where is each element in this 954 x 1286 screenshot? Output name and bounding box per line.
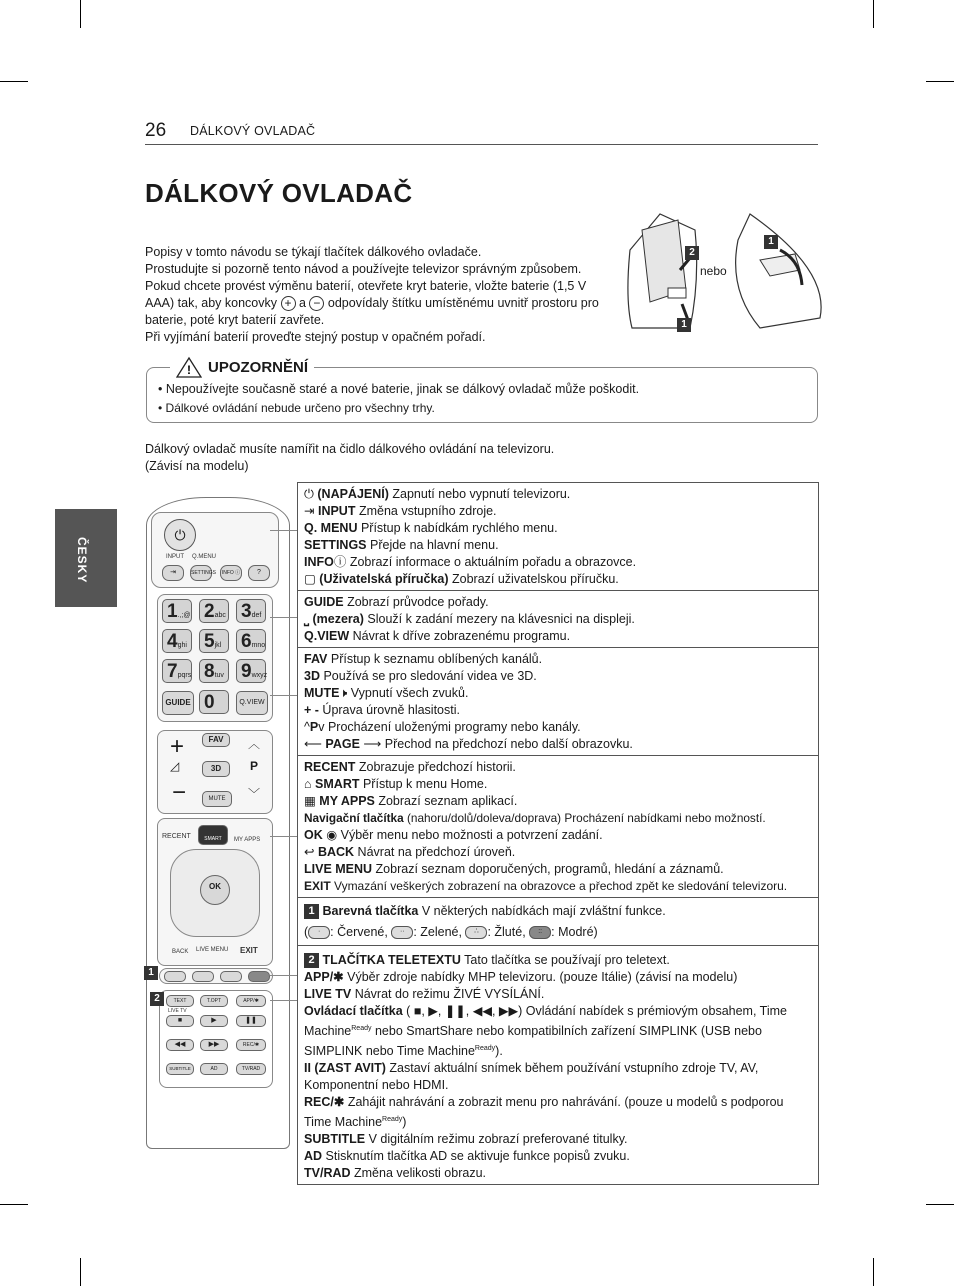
table-line: Komponentní nebo HDMI. <box>304 1078 449 1093</box>
crop-mark <box>873 1258 874 1286</box>
running-header: DÁLKOVÝ OVLADAČ <box>190 124 316 138</box>
stop-button[interactable]: ■ <box>166 1015 194 1027</box>
table-line: ▢ (Uživatelská příručka) Zobrazí uživatelskou příručku. <box>304 572 619 586</box>
table-line: TV/RAD Změna velikosti obrazu. <box>304 1166 487 1181</box>
warning-list <box>158 380 639 418</box>
table-line: OK ◉ Výběr menu nebo možnosti a potvrzení zadání. <box>304 828 603 842</box>
channel-label: P <box>250 759 259 773</box>
space-icon: ⎵ <box>304 612 310 626</box>
table-line: MUTE🕨 Vypnutí všech zvuků. <box>304 686 469 700</box>
table-line: Ovládací tlačítka ( ■, ▶, ❚❚, ◀◀, ▶▶) Ovládání nabídek s prémiovým obsahem, Time <box>304 1004 787 1018</box>
aim-line: (Závisí na modelu) <box>145 459 249 473</box>
intro-line: AAA) tak, aby koncovky + a − odpovídaly štítku umístěnému uvnitř prostoru pro <box>145 296 599 311</box>
forward-button[interactable]: ▶▶ <box>200 1039 228 1051</box>
step-1-marker: 1 <box>764 235 778 249</box>
livetv-label[interactable]: LIVE TV <box>168 1008 187 1014</box>
fav-button[interactable]: FAV <box>202 733 230 747</box>
page-number: 26 <box>145 120 167 141</box>
warning-item: • Nepoužívejte současně staré a nové baterie, jinak se dálkový ovladač může poškodit. <box>158 380 639 399</box>
blue-key-icon: :: <box>529 926 551 939</box>
key-2[interactable]: 2abc <box>199 599 229 623</box>
group-1-badge: 1 <box>304 904 319 919</box>
table-line: ⟵ PAGE ⟶ Přechod na předchozí nebo další obrazovku. <box>304 737 633 751</box>
table-line: Q.VIEW Návrat k dříve zobrazenému programu. <box>304 629 571 643</box>
table-line: Navigační tlačítka (nahoru/dolů/doleva/doprava) Procházení nabídkami nebo možností. <box>304 811 766 825</box>
table-line: REC/✱ Zahájit nahrávání a zobrazit menu pro nahrávání. (pouze u modelů s podporou <box>304 1095 784 1110</box>
key-7[interactable]: 7pqrs <box>162 659 192 683</box>
page-left-icon: ⟵ <box>304 737 322 751</box>
table-line: SIMPLINK nebo Time Machine$^{Ready}$). <box>304 1044 503 1059</box>
table-row <box>298 897 818 945</box>
table-line: SETTINGS Přejde na hlavní menu. <box>304 538 499 552</box>
crop-mark <box>926 81 954 82</box>
recent-label[interactable]: RECENT <box>162 833 191 840</box>
table-line: ↩ BACK Návrat na předchozí úroveň. <box>304 845 516 859</box>
connector-line <box>270 836 297 837</box>
table-row <box>298 945 818 1184</box>
3d-icon: 3D <box>304 669 320 683</box>
input-label: INPUT <box>166 554 184 560</box>
intro-line: Popisy v tomto návodu se týkají tlačítek dálkového ovladače. <box>145 245 482 259</box>
tvrad-button[interactable]: TV/RAD <box>236 1063 266 1075</box>
table-line: 2 TLAČÍTKA TELETEXTU Tato tlačítka se používají pro teletext. <box>304 952 812 969</box>
crop-mark <box>80 1258 81 1286</box>
aim-note <box>145 441 554 475</box>
apps-grid-icon: ▦ <box>304 794 316 808</box>
input-button[interactable]: ⇥ <box>162 565 184 581</box>
table-line: RECENT Zobrazuje předchozí historii. <box>304 760 516 774</box>
power-icon: ⏻ <box>304 487 314 501</box>
warning-title: ! UPOZORNĚNÍ <box>170 356 314 378</box>
input-icon: ⇥ <box>304 504 315 518</box>
teletext-panel <box>159 990 273 1088</box>
connector-line <box>270 617 297 618</box>
chevron-down-icon: v <box>318 720 325 734</box>
connector-line <box>270 1000 297 1001</box>
power-icon[interactable]: ⏻ <box>164 519 196 551</box>
green-key-icon: ·· <box>391 926 413 939</box>
svg-text:!: ! <box>187 363 191 377</box>
key-8[interactable]: 8tuv <box>199 659 229 683</box>
exit-label[interactable]: EXIT <box>240 946 258 955</box>
table-line: 1 Barevná tlačítka V některých nabídkách mají zvláštní funkce. <box>304 901 812 922</box>
crop-mark <box>0 81 28 82</box>
intro-line: Prostudujte si pozorně tento návod a používejte televizor správným způsobem. <box>145 262 582 276</box>
key-0[interactable]: 0 <box>199 690 229 714</box>
page-title: DÁLKOVÝ OVLADAČ <box>145 178 413 208</box>
group-2-badge: 2 <box>304 953 319 968</box>
table-line: AD Stisknutím tlačítka AD se aktivuje funkce popisů zvuku. <box>304 1149 630 1164</box>
guide-button[interactable]: GUIDE <box>162 691 194 715</box>
or-label: nebo <box>700 264 727 278</box>
pause-button[interactable]: ❚❚ <box>236 1015 266 1027</box>
volume-icon: ◿ <box>170 759 180 773</box>
info-button[interactable]: INFO ⓘ <box>220 565 242 581</box>
table-line: Q. MENU Přístup k nabídkám rychlého menu. <box>304 521 558 535</box>
volume-up-icon[interactable]: + <box>170 733 185 760</box>
ok-icon: ◉ <box>326 828 338 842</box>
minus-terminal-icon: − <box>309 296 324 311</box>
qview-button[interactable]: Q.VIEW <box>236 691 268 715</box>
volume-down-icon[interactable]: − <box>172 779 187 806</box>
table-line: ▦ MY APPS Zobrazí seznam aplikací. <box>304 794 518 808</box>
crop-mark <box>80 0 81 28</box>
volume-channel-panel <box>157 730 273 814</box>
rewind-button[interactable]: ◀◀ <box>166 1039 194 1051</box>
app-button[interactable]: APP/✱ <box>236 995 266 1007</box>
language-tab-label: ČESKY <box>75 537 89 584</box>
language-tab <box>55 509 117 607</box>
table-line: ⏻ (NAPÁJENÍ) Zapnutí nebo vypnutí televizoru. <box>304 487 571 501</box>
key-1[interactable]: 1.,;@ <box>162 599 192 623</box>
step-2-marker: 2 <box>685 246 699 260</box>
table-line: II (ZAST AVIT) Zastaví aktuální snímek během používání vstupního zdroje TV, AV, <box>304 1061 759 1076</box>
text-button[interactable]: TEXT <box>166 995 194 1007</box>
table-line: + - Úprava úrovně hlasitosti. <box>304 703 460 717</box>
qmenu-label: Q.MENU <box>192 554 216 560</box>
plus-terminal-icon: + <box>281 296 296 311</box>
crop-mark <box>926 1204 954 1205</box>
green-button[interactable] <box>192 971 214 982</box>
warning-icon <box>176 356 202 378</box>
play-button[interactable]: ▶ <box>200 1015 228 1027</box>
chevron-up-icon: ^ <box>304 720 310 734</box>
number-pad <box>157 594 273 722</box>
livemenu-label[interactable]: LIVE MENU <box>196 947 229 953</box>
ok-button[interactable]: OK <box>200 875 230 905</box>
crop-mark <box>873 0 874 28</box>
3d-button[interactable]: 3D <box>202 761 230 777</box>
table-row <box>298 755 818 897</box>
button-description-table <box>297 482 819 1185</box>
table-line: LIVE MENU Zobrazí seznam doporučených, programů, hledání a záznamů. <box>304 862 724 876</box>
red-button[interactable] <box>164 971 186 982</box>
key-6[interactable]: 6mno <box>236 629 266 653</box>
table-line: ^Pv Procházení uloženými programy nebo kanály. <box>304 720 581 734</box>
blue-button[interactable] <box>248 971 270 982</box>
remote-illustration <box>146 497 290 1149</box>
subtitle-button[interactable]: SUBTITLE <box>166 1063 194 1075</box>
table-line: LIVE TV Návrat do režimu ŽIVÉ VYSÍLÁNÍ. <box>304 987 545 1001</box>
page-right-icon: ⟶ <box>363 737 382 751</box>
table-line: APP/✱ Výběr zdroje nabídky MHP televizoru. (pouze Itálie) (závisí na modelu) <box>304 970 738 984</box>
table-line: ⎵ (mezera) Slouží k zadání mezery na klávesnici na displeji. <box>304 612 635 626</box>
key-4[interactable]: 4ghi <box>162 629 192 653</box>
key-3[interactable]: 3def <box>236 599 266 623</box>
mute-icon: 🕨 <box>339 686 348 700</box>
table-line: ( · : Červené, ·· : Zelené, ∴ : Žluté, :: : Modré) <box>304 925 598 939</box>
table-line: FAV Přístup k seznamu oblíbených kanálů. <box>304 652 543 666</box>
table-line: GUIDE Zobrazí průvodce pořady. <box>304 595 489 609</box>
intro-line: baterie, poté kryt baterií zavřete. <box>145 313 325 327</box>
connector-line <box>270 530 297 531</box>
myapps-label[interactable]: MY APPS <box>234 837 261 843</box>
table-line: ⌂ SMART Přístup k menu Home. <box>304 777 488 791</box>
yellow-key-icon: ∴ <box>465 926 487 939</box>
aim-line: Dálkový ovladač musíte namířit na čidlo dálkového ovládání na televizoru. <box>145 442 555 456</box>
intro-line: Pokud chcete provést výměnu baterií, otevřete kryt baterie, vložte baterie (1,5 V <box>145 279 587 293</box>
back-icon: ↩ <box>304 845 315 859</box>
table-line: INFOⓘ Zobrazí informace o aktuálním pořadu a obrazovce. <box>304 555 637 569</box>
table-row <box>298 590 818 647</box>
table-line: EXIT Vymazání veškerých zobrazení na obrazovce a přechod zpět ke sledování televizoru. <box>304 879 788 893</box>
rec-button[interactable]: REC/✱ <box>236 1039 266 1051</box>
key-9[interactable]: 9wxyz <box>236 659 266 683</box>
top-panel <box>151 512 279 588</box>
yellow-button[interactable] <box>220 971 242 982</box>
table-line: SUBTITLE V digitálním režimu zobrazí preferované titulky. <box>304 1132 628 1147</box>
table-row <box>298 483 818 590</box>
home-icon: ⌂ <box>304 777 312 791</box>
info-icon: ⓘ <box>333 555 347 569</box>
user-guide-button[interactable]: ? <box>248 565 270 581</box>
color-buttons <box>159 968 273 984</box>
mute-button[interactable]: MUTE <box>202 791 232 807</box>
table-line: Time Machine$^{Ready}$) <box>304 1115 407 1130</box>
table-line: 3D Používá se pro sledování videa ve 3D. <box>304 669 537 683</box>
table-row <box>298 647 818 755</box>
intro-line: Při vyjímání baterií proveďte stejný postup v opačném pořadí. <box>145 330 486 344</box>
intro-text <box>145 244 635 346</box>
user-guide-icon: ▢ <box>304 572 316 586</box>
table-line: ⇥ INPUT Změna vstupního zdroje. <box>304 504 497 518</box>
crop-mark <box>0 1204 28 1205</box>
red-key-icon: · <box>308 926 330 939</box>
navigation-panel <box>157 818 273 966</box>
step-1-marker: 1 <box>677 318 691 332</box>
smart-button[interactable]: SMART <box>198 825 228 845</box>
ad-button[interactable]: AD <box>200 1063 228 1075</box>
topt-button[interactable]: T.OPT <box>200 995 228 1007</box>
connector-line <box>270 695 297 696</box>
header-rule <box>145 144 818 145</box>
channel-down-icon[interactable]: ﹀ <box>248 787 261 801</box>
table-line: Machine$^{Ready}$ nebo SmartShare nebo kompatibilních zařízení SIMPLINK (USB nebo <box>304 1024 762 1039</box>
back-label[interactable]: BACK <box>172 949 189 955</box>
connector-line <box>270 975 297 976</box>
group-2-marker: 2 <box>150 992 164 1006</box>
group-1-marker: 1 <box>144 966 158 980</box>
key-5[interactable]: 5jkl <box>199 629 229 653</box>
channel-up-icon[interactable]: ︿ <box>248 737 261 751</box>
warning-item: • Dálkové ovládání nebude určeno pro všechny trhy. <box>158 399 639 418</box>
settings-button[interactable]: SETTINGS <box>190 565 212 581</box>
